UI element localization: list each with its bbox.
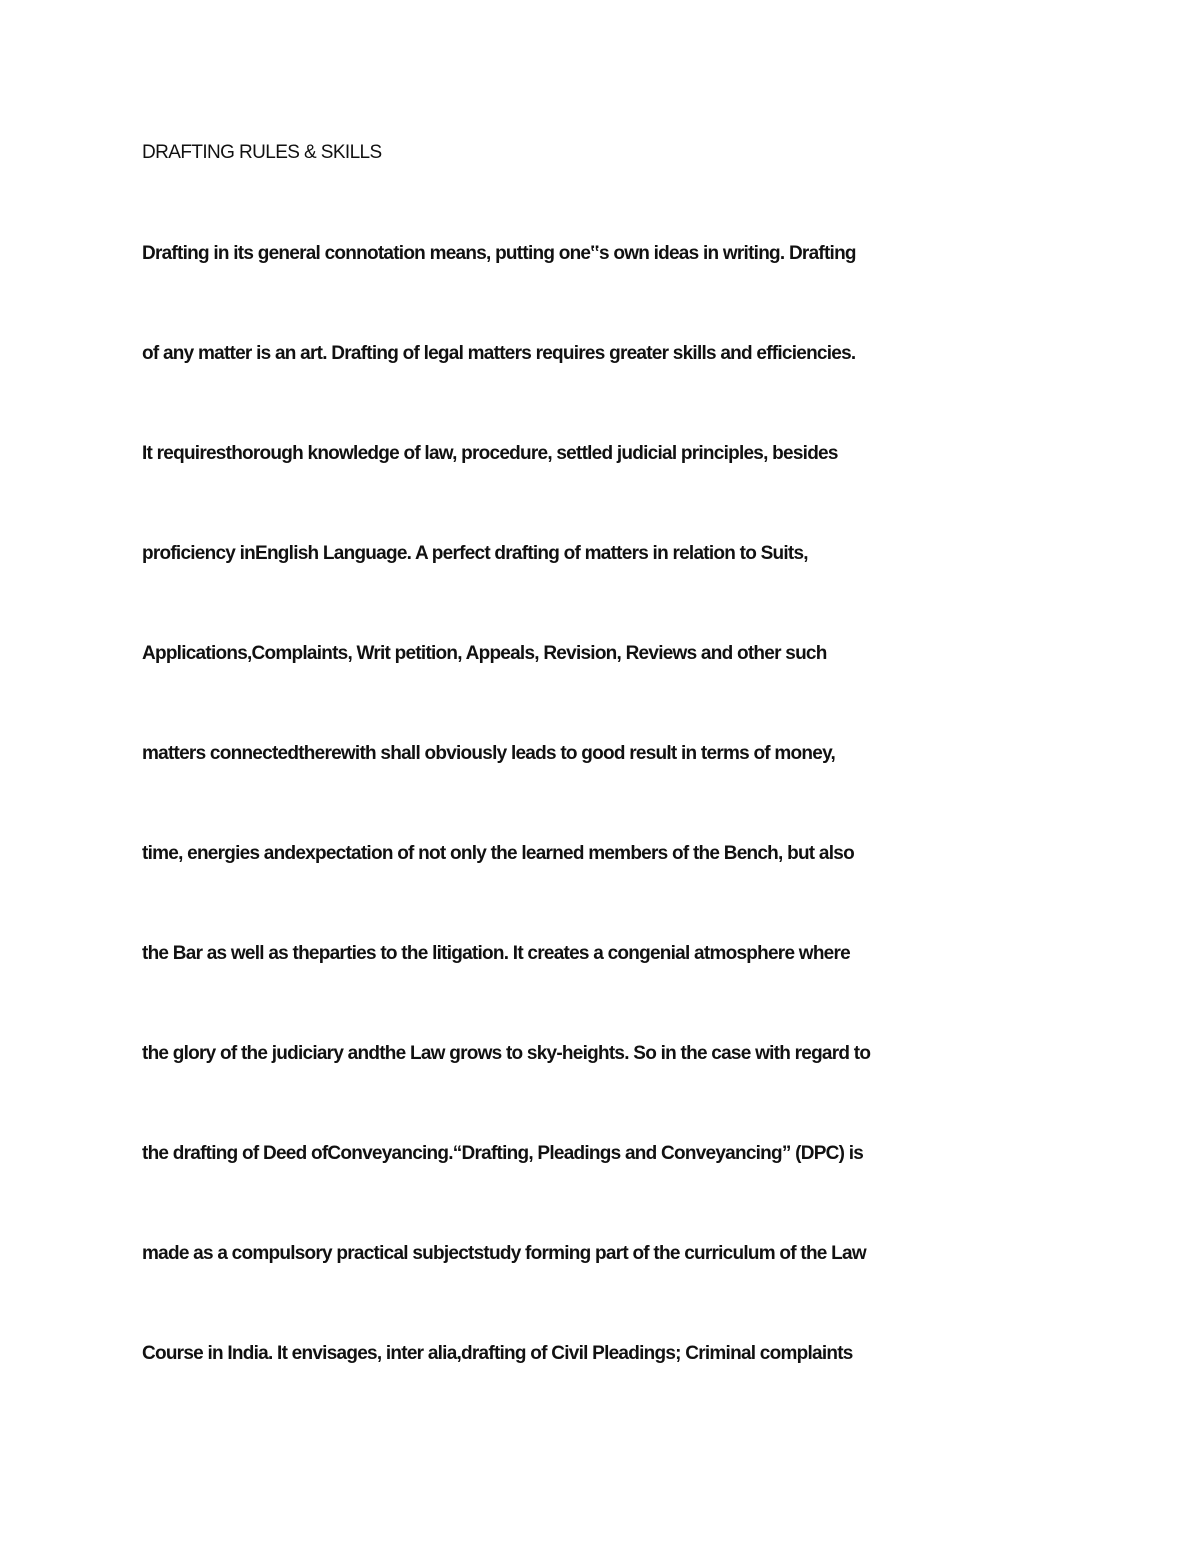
text-line: Drafting in its general connotation means, putting one‟s own ideas in writing. Drafting [142, 243, 856, 264]
text-line: matters connectedtherewith shall obviously leads to good result in terms of money, [142, 743, 836, 764]
text-line: Applications,Complaints, Writ petition, Appeals, Revision, Reviews and other such [142, 643, 827, 664]
text-line: the glory of the judiciary andthe Law grows to sky-heights. So in the case with regard to [142, 1043, 871, 1064]
text-line: made as a compulsory practical subjectstudy forming part of the curriculum of the Law [142, 1243, 866, 1264]
text-line: the drafting of Deed ofConveyancing.“Drafting, Pleadings and Conveyancing” (DPC) is [142, 1143, 864, 1164]
text-line: of any matter is an art. Drafting of legal matters requires greater skills and efficiencies. [142, 343, 856, 364]
document-body [142, 240, 870, 1440]
text-line: time, energies andexpectation of not only the learned members of the Bench, but also [142, 843, 854, 864]
text-line: proficiency inEnglish Language. A perfect drafting of matters in relation to Suits, [142, 543, 808, 564]
text-line: It requiresthorough knowledge of law, procedure, settled judicial principles, besides [142, 443, 838, 464]
text-line: Course in India. It envisages, inter alia,drafting of Civil Pleadings; Criminal complaints [142, 1343, 853, 1364]
document-heading: DRAFTING RULES & SKILLS [142, 142, 382, 163]
text-line: the Bar as well as theparties to the litigation. It creates a congenial atmosphere where [142, 943, 850, 964]
